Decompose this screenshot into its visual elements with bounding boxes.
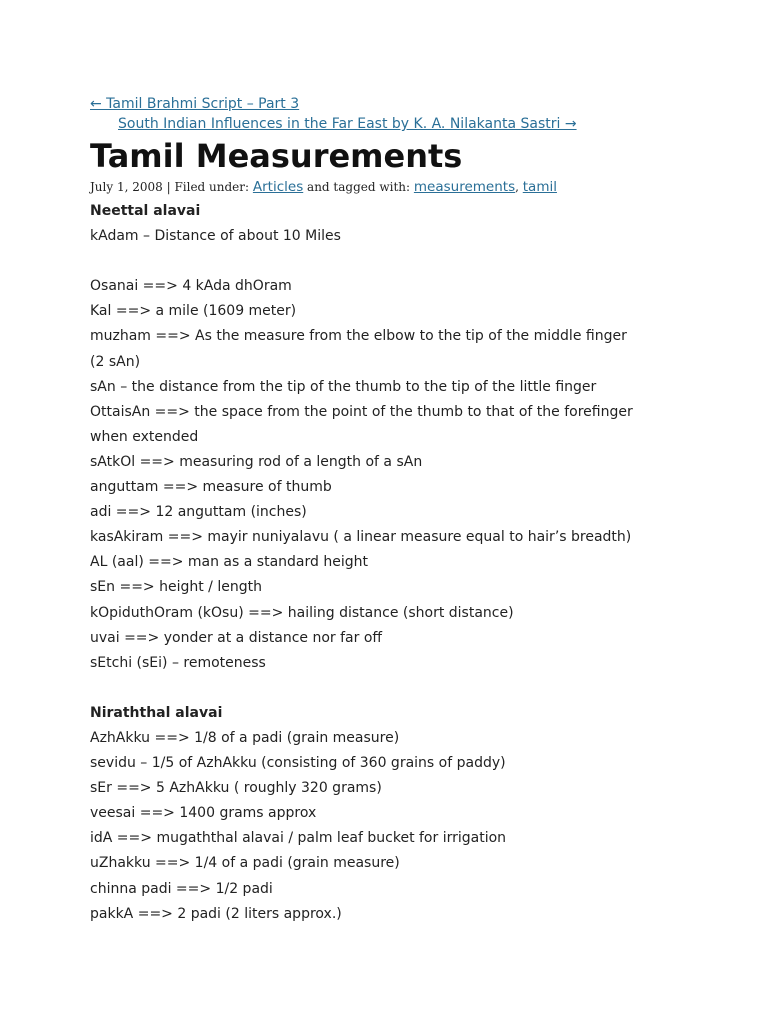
next-post-link[interactable]: South Indian Influences in the Far East by K. A. Nilakanta Sastri →: [118, 116, 577, 132]
content-line: Osanai ==> 4 kAda dhOram: [90, 278, 292, 295]
article: [90, 94, 690, 927]
post-meta: [90, 176, 690, 198]
tag-separator: ,: [515, 180, 523, 194]
content-line: when extended: [90, 428, 199, 445]
content-line: muzham ==> As the measure from the elbow to the tip of the middle finger: [90, 328, 627, 345]
content-line: anguttam ==> measure of thumb: [90, 479, 332, 496]
category-link-articles[interactable]: Articles: [252, 179, 304, 195]
content-line: sEr ==> 5 AzhAkku ( roughly 320 grams): [90, 780, 382, 797]
content-line: kasAkiram ==> mayir nuniyalavu ( a linear measure equal to hair’s breadth): [90, 529, 632, 546]
content-line: adi ==> 12 anguttam (inches): [90, 504, 307, 521]
post-content: [90, 199, 690, 927]
content-line: sEn ==> height / length: [90, 579, 262, 596]
content-line: kAdam – Distance of about 10 Miles: [90, 228, 341, 245]
section-spacer: [90, 676, 690, 701]
content-line: idA ==> mugaththal alavai / palm leaf bucket for irrigation: [90, 830, 507, 847]
content-line: veesai ==> 1400 grams approx: [90, 805, 317, 822]
content-line: AzhAkku ==> 1/8 of a padi (grain measure): [90, 729, 400, 746]
tagged-with-label: and tagged with:: [303, 180, 414, 194]
content-line: Kal ==> a mile (1609 meter): [90, 303, 297, 320]
previous-post-link[interactable]: ← Tamil Brahmi Script – Part 3: [90, 96, 300, 112]
content-line: uvai ==> yonder at a distance nor far off: [90, 629, 383, 646]
content-line: sevidu – 1/5 of AzhAkku (consisting of 360 grains of paddy): [90, 755, 506, 772]
post-title: Tamil Measurements: [90, 137, 463, 175]
section-heading-neettal: Neettal alavai: [90, 203, 201, 219]
post-date-filed: July 1, 2008 | Filed under:: [90, 180, 253, 194]
content-line: sAn – the distance from the tip of the thumb to the tip of the little finger: [90, 378, 597, 395]
tag-link-tamil[interactable]: tamil: [522, 179, 557, 195]
content-line: AL (aal) ==> man as a standard height: [90, 554, 368, 571]
content-line: (2 sAn): [90, 353, 141, 370]
content-line: sEtchi (sEi) – remoteness: [90, 654, 266, 671]
tag-link-measurements[interactable]: measurements: [413, 179, 516, 195]
content-line: pakkA ==> 2 padi (2 liters approx.): [90, 905, 342, 922]
content-line: uZhakku ==> 1/4 of a padi (grain measure): [90, 855, 400, 872]
content-line: chinna padi ==> 1/2 padi: [90, 880, 273, 897]
content-line: kOpiduthOram (kOsu) ==> hailing distance (short distance): [90, 604, 514, 621]
section-lines-neettal: [90, 224, 690, 676]
section-lines-niraththal: [90, 726, 690, 927]
section-heading-niraththal: Niraththal alavai: [90, 704, 223, 721]
content-line: sAtkOl ==> measuring rod of a length of a sAn: [90, 453, 423, 470]
content-line: OttaisAn ==> the space from the point of the thumb to that of the forefinger: [90, 403, 633, 420]
blank-line: [90, 249, 690, 274]
